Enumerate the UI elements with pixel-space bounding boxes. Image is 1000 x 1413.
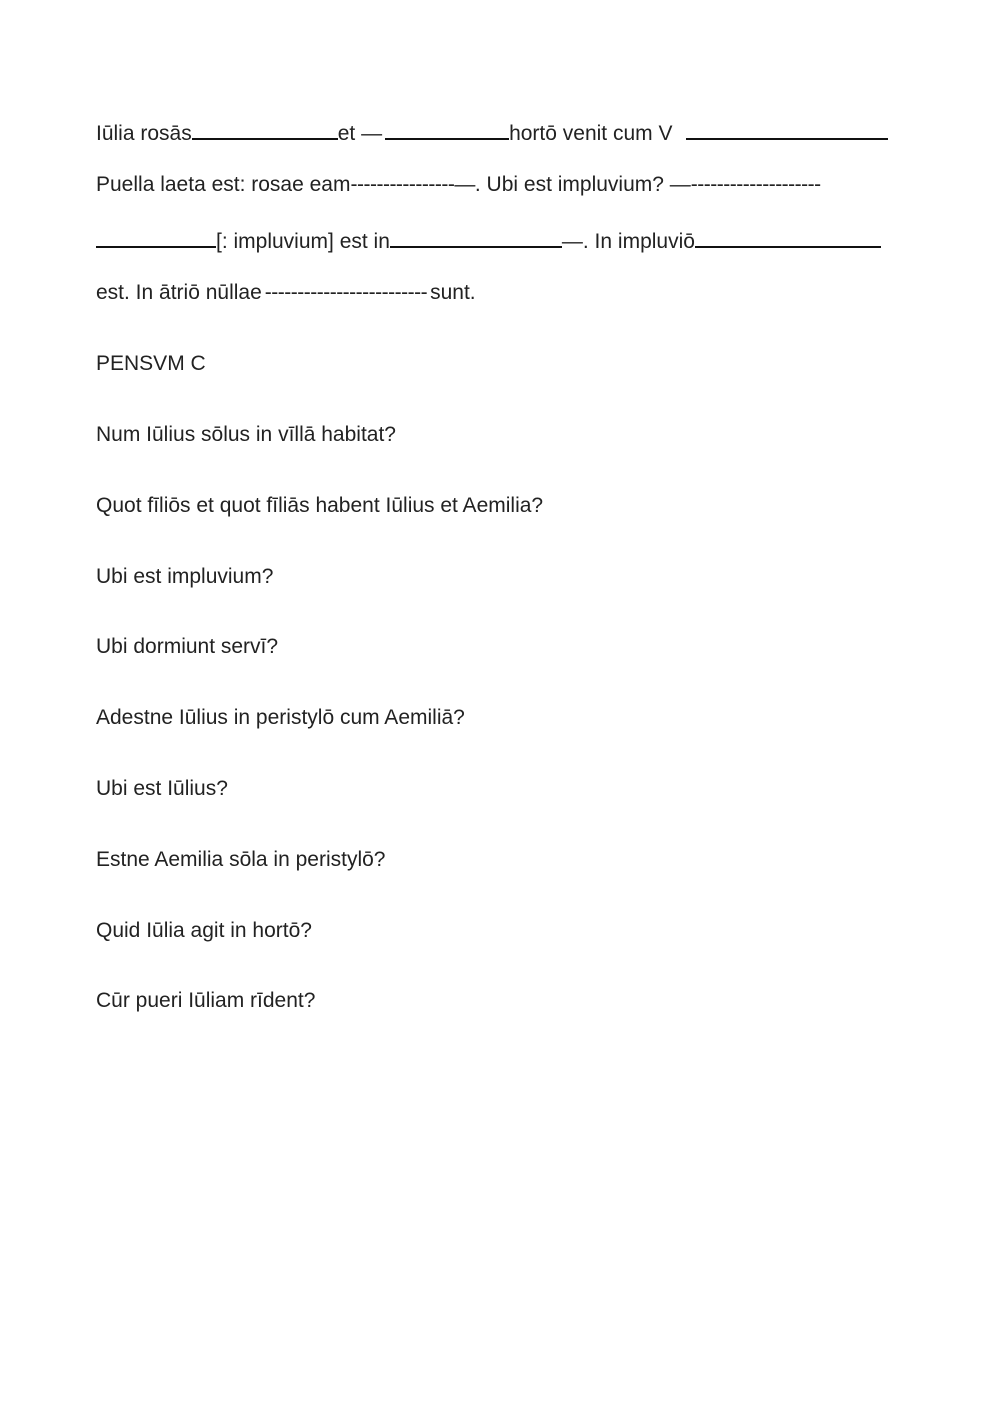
exercise-line-2: [96, 172, 821, 198]
line2-dashes-1: ----------------—: [350, 173, 475, 196]
line4-dashes: -------------------------: [264, 281, 428, 304]
section-title: PENSVM C: [96, 352, 206, 375]
question-3: Ubi est impluvium?: [96, 565, 274, 588]
question-5: Adestne Iūlius in peristylō cum Aemiliā?: [96, 706, 465, 729]
line4-text-2: sunt.: [430, 281, 476, 304]
line2-text-2: . Ubi est impluvium? —: [474, 173, 691, 196]
question-8: Quid Iūlia agit in hortō?: [96, 919, 312, 942]
line1-text-1: Iūlia rosās: [96, 122, 192, 145]
question-1: Num Iūlius sōlus in vīllā habitat?: [96, 423, 396, 446]
question-9: Cūr pueri Iūliam rīdent?: [96, 989, 316, 1012]
line2-text-1: Puella laeta est: rosae eam: [96, 173, 351, 196]
question-6: Ubi est Iūlius?: [96, 777, 228, 800]
blank-3[interactable]: [686, 118, 888, 140]
exercise-line-4: [96, 280, 476, 306]
line4-text-1: est. In ātriō nūllae: [96, 281, 262, 304]
blank-2[interactable]: [385, 118, 509, 140]
blank-6[interactable]: [695, 226, 881, 248]
line3-text-2: —. In impluviō: [561, 230, 695, 253]
blank-1[interactable]: [192, 118, 338, 140]
blank-4[interactable]: [96, 226, 216, 248]
blank-5[interactable]: [390, 226, 562, 248]
question-2: Quot fīliōs et quot fīliās habent Iūlius et Aemilia?: [96, 494, 544, 517]
line1-text-2: et —: [337, 122, 383, 145]
exercise-line-3: [96, 226, 881, 252]
line3-text-1: [: impluvium] est in: [216, 230, 390, 253]
line1-text-3: hortō venit cum V: [509, 122, 673, 145]
question-7: Estne Aemilia sōla in peristylō?: [96, 848, 386, 871]
exercise-line-1: [96, 118, 888, 144]
question-4: Ubi dormiunt servī?: [96, 635, 279, 658]
line2-dashes-2: --------------------: [690, 173, 821, 196]
